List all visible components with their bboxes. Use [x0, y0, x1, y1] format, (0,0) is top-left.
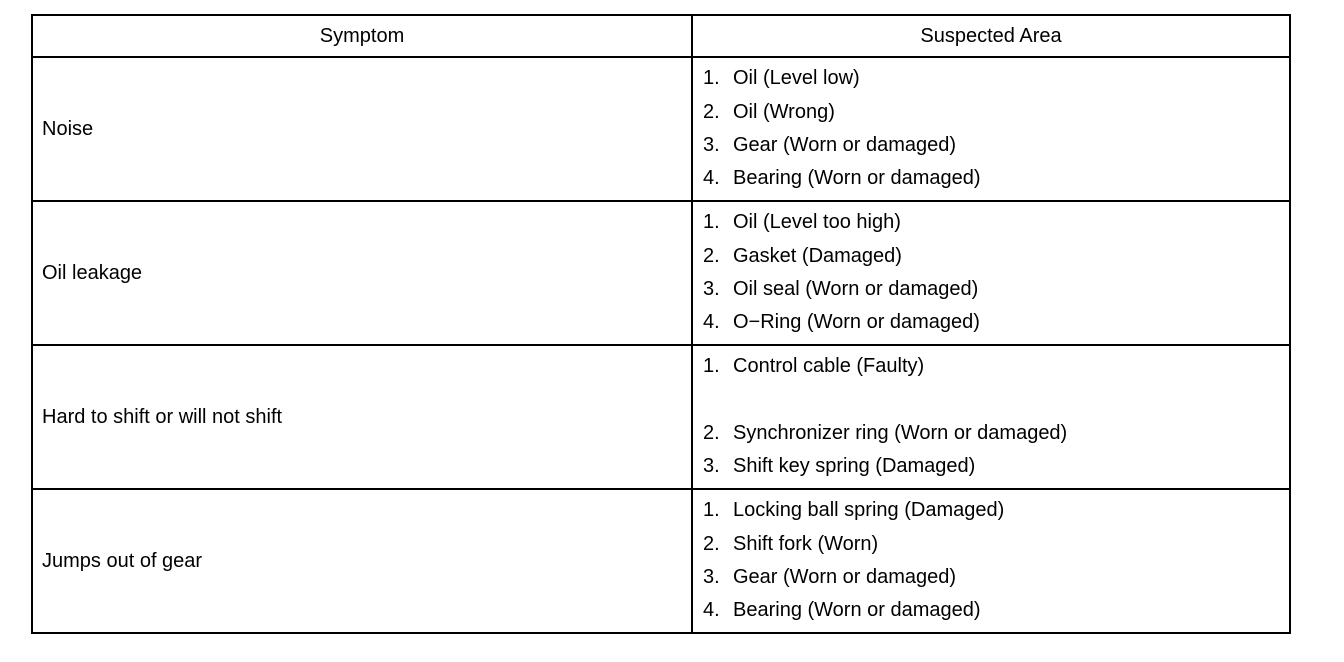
- item-text: Synchronizer ring (Worn or damaged): [733, 422, 1068, 444]
- item-text: Control cable (Faulty): [733, 355, 925, 378]
- suspected-area-header: Suspected Area: [692, 15, 1290, 57]
- symptom-cell: Hard to shift or will not shift: [32, 345, 692, 489]
- troubleshooting-table: [31, 14, 1291, 634]
- list-item: [703, 206, 1289, 239]
- item-text: Oil (Level low): [733, 67, 860, 90]
- suspected-area-cell: [692, 345, 1290, 489]
- list-item: [703, 561, 1289, 594]
- item-text: Oil (Level too high): [733, 211, 901, 234]
- item-text: Oil (Wrong): [733, 100, 835, 123]
- item-text: Bearing (Worn or damaged): [733, 599, 981, 622]
- item-text: Oil seal (Worn or damaged): [733, 278, 979, 300]
- suspected-area-list: [703, 350, 1289, 483]
- list-item: [703, 62, 1289, 95]
- item-number: 1.: [703, 67, 720, 90]
- list-item: [703, 240, 1289, 273]
- suspected-area-cell: [692, 201, 1290, 345]
- item-text: Gasket (Damaged): [733, 244, 902, 267]
- suspected-area-list: [703, 494, 1289, 627]
- list-item: [703, 350, 1289, 383]
- item-number: 4.: [703, 167, 720, 190]
- suspected-area-cell: [692, 489, 1290, 633]
- list-item: [703, 129, 1289, 162]
- symptom-cell: Noise: [32, 57, 692, 201]
- item-number: 4.: [703, 599, 720, 622]
- symptom-cell: Oil leakage: [32, 201, 692, 345]
- item-number: 2.: [703, 244, 720, 267]
- suspected-area-list: [703, 62, 1289, 195]
- list-item: [703, 417, 1289, 450]
- item-number: 3.: [703, 278, 720, 300]
- symptom-cell: Jumps out of gear: [32, 489, 692, 633]
- item-text: Gear (Worn or damaged): [733, 134, 957, 156]
- list-item: [703, 450, 1289, 483]
- suspected-area-list: [703, 206, 1289, 339]
- item-text: Locking ball spring (Damaged): [733, 499, 1005, 522]
- item-text: Gear (Worn or damaged): [733, 566, 957, 588]
- item-number: 3.: [703, 566, 720, 588]
- table-row: [32, 489, 1290, 633]
- item-number: 4.: [703, 311, 720, 334]
- item-number: 1.: [703, 499, 720, 522]
- list-item: [703, 528, 1289, 561]
- header-row: [32, 15, 1290, 57]
- list-spacer: [703, 384, 1289, 417]
- item-text: Bearing (Worn or damaged): [733, 167, 981, 190]
- list-item: [703, 96, 1289, 129]
- list-item: [703, 494, 1289, 527]
- list-item: [703, 162, 1289, 195]
- symptom-header: Symptom: [32, 15, 692, 57]
- item-number: 2.: [703, 532, 720, 555]
- item-number: 1.: [703, 211, 720, 234]
- item-number: 2.: [703, 100, 720, 123]
- table-row: [32, 57, 1290, 201]
- item-number: 3.: [703, 134, 720, 156]
- item-number: 3.: [703, 455, 720, 478]
- list-item: [703, 594, 1289, 627]
- table-row: [32, 201, 1290, 345]
- suspected-area-cell: [692, 57, 1290, 201]
- item-number: 2.: [703, 422, 720, 444]
- item-text: Shift key spring (Damaged): [733, 455, 976, 478]
- table-row: [32, 345, 1290, 489]
- item-text: O−Ring (Worn or damaged): [733, 311, 980, 334]
- item-number: 1.: [703, 355, 720, 378]
- list-item: [703, 306, 1289, 339]
- item-text: Shift fork (Worn): [733, 532, 879, 555]
- list-item: [703, 273, 1289, 306]
